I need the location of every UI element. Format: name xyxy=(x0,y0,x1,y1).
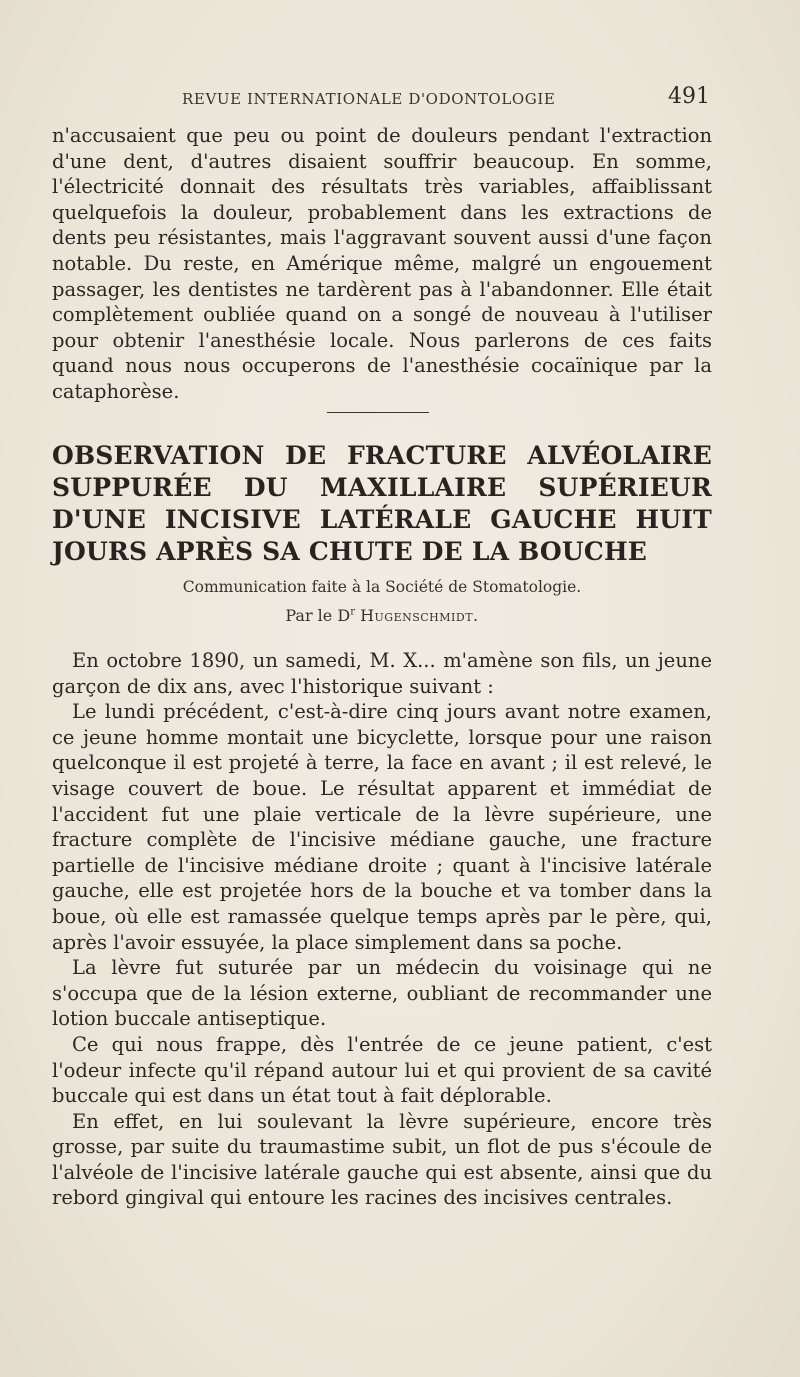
intro-paragraph: n'accusaient que peu ou point de douleurs pendant l'extraction d'une dent, d'autres disaient souffrir beaucoup. En somme, l'électricité donnait des résultats très variables, affaiblissant quelquefois la douleur, probablement dans les extractions de dents peu résistantes, mais l'aggravant souvent aussi d'une façon notable. Du reste, en Amérique même, malgré un engouement passager, les dentistes ne tardèrent pas à l'abandonner. Elle était complètement oubliée quand on a songé de nouveau à l'utiliser pour obtenir l'anesthésie locale. Nous parlerons de ces faits quand nous nous occuperons de l'anesthésie cocaïnique par la cataphorèse. xyxy=(52,124,712,403)
article-paragraph: Le lundi précédent, c'est-à-dire cinq jours avant notre examen, ce jeune homme montait une bicyclette, lorsque pour une raison quelconque il est projeté à terre, la face en avant ; il est relevé, le visage couvert de boue. Le résultat apparent et immédiat de l'accident fut une plaie verticale de la lèvre supérieure, une fracture complète de l'incisive médiane gauche, une fracture partielle de l'incisive médiane droite ; quant à l'incisive latérale gauche, elle est projetée hors de la bouche et va tomber dans la boue, où elle est ramassée quelque temps après par le père, qui, après l'avoir essuyée, la place simplement dans sa poche. xyxy=(52,700,712,954)
article-title-main: OBSERVATION DE FRACTURE ALVÉOLAIRE SUPPURÉE DU MAXILLAIRE SUPÉRIEUR D'UNE INCISIVE LATÉRALE GAUCHE HUIT JOURS APRÈS xyxy=(52,441,712,566)
byline-sup: r xyxy=(350,606,355,618)
article-title xyxy=(52,440,712,568)
communication-note: Communication faite à la Société de Stomatologie. xyxy=(182,578,582,596)
article-paragraph: Ce qui nous frappe, dès l'entrée de ce jeune patient, c'est l'odeur infecte qu'il répand autour lui et qui provient de sa cavité buccale qui est dans un état tout à fait déplorable. xyxy=(52,1032,712,1108)
article-body xyxy=(52,648,712,1211)
byline-author: Hugenschmidt. xyxy=(360,606,479,625)
page-number: 491 xyxy=(668,84,710,109)
article-paragraph: En effet, en lui soulevant la lèvre supérieure, encore très grosse, par suite du traumastime subit, un flot de pus s'écoule de l'alvéole de l'incisive latérale gauche qui est absente, ainsi que du rebord gingival qui entoure les racines des incisives centrales. xyxy=(52,1109,712,1210)
article-title-last-line: SA CHUTE DE LA BOUCHE xyxy=(262,537,648,566)
article-paragraph: En octobre 1890, un samedi, M. X... m'amène son fils, un jeune garçon de dix ans, avec l'historique suivant : xyxy=(52,649,712,698)
running-head: REVUE INTERNATIONALE D'ODONTOLOGIE xyxy=(182,90,556,108)
page-header xyxy=(52,84,712,116)
author-byline xyxy=(52,606,712,625)
section-divider xyxy=(327,412,429,413)
byline-prefix: Par le D xyxy=(285,606,351,625)
article-paragraph: La lèvre fut suturée par un médecin du voisinage qui ne s'occupa que de la lésion externe, oubliant de recommander une lotion buccale antiseptique. xyxy=(52,956,712,1031)
